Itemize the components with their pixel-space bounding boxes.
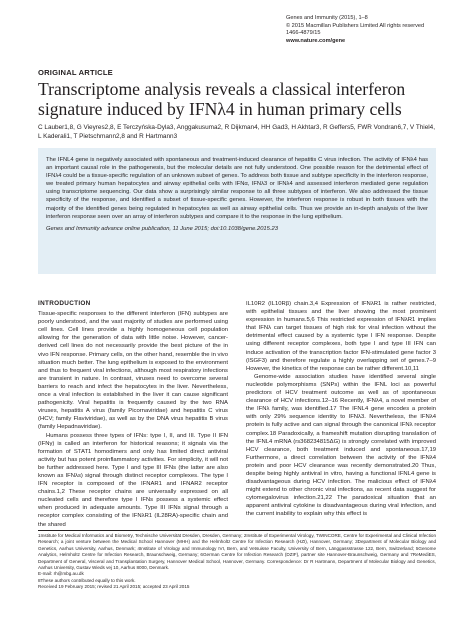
received-dates: Received 19 February 2015; revised 21 April 2015; accepted 23 April 2015 — [38, 584, 190, 590]
article-type-label: ORIGINAL ARTICLE — [38, 68, 113, 77]
abstract-citation: Genes and Immunity advance online publication, 11 June 2015; doi:10.1038/gene.2015.23 — [46, 225, 278, 232]
journal-masthead — [286, 15, 436, 45]
author-list: C Lauber1,8, G Vieyres2,8, E Terczyńska-Dyla3, Anggakusuma2, R Dijkman4, HH Gad3, H Akhtar3, R Geffers5, FWR Vondran6,7, V Thiel4, L Kaderali1, T Pietschmann2,8 and R Hartmann3 — [38, 124, 435, 140]
abstract-box — [38, 148, 436, 274]
body-paragraph: Humans possess three types of IFNs: type I, II, and III. Type II IFN (IFNγ) is called an interferon for historical reasons; it signals via the formation of STAT1 homodimers and only has limited direct antiviral activity but has potent proinflammatory activities. For simplicity, it will not be further addressed here. Type I and type III IFNs (the latter are also known as IFNλs) signal through distinct receptor complexes. The type I IFN receptor is composed of the IFNAR1 and IFNAR2 receptor chains.1,2 These receptor chains are universally expressed on all nucleated cells and therefore type I IFNs possess a systemic effect when produced in adequate amounts. Type III IFNs signal through a receptor complex consisting of the IFNλR1 (IL28RA)-specific chain and the shared — [38, 432, 228, 528]
journal-citation-line: Genes and Immunity (2015), 1–8 — [286, 15, 368, 21]
equal-contribution-note: 8These authors contributed equally to this work. — [38, 577, 136, 583]
abstract-text: The IFNL4 gene is negatively associated with spontaneous and treatment-induced clearance of hepatitis C virus infection. The activity of IFNλ4 has an important causal role in the pathogenesis, but the molecular details are not fully understood. One possible reason for the detrimental effect of IFNλ4 could be a tissue-specific regulation of an unknown subset of genes. To address both tissue and subtype specificity in the interferon response, we treated primary human hepatocytes and airway epithelial cells with IFNα, IFNλ3 or IFNλ4 and assessed interferon mediated gene regulation using transcriptome sequencing. Our data show a surprisingly similar response to all three subtypes of interferon. We also addressed the tissue specificity of the response, and identified a subset of tissue-specific genes. However, the interferon response is robust in both tissues with the majority of the identified genes being regulated in hepatocytes as well as airway epithelial cells. Thus we provide an in-depth analysis of the liver interferon response seen over an array of interferon subtypes and compare it to the response in the lung epithelium. — [46, 157, 428, 220]
copyright-line: © 2015 Macmillan Publishers Limited All rights reserved 1466-4879/15 — [286, 22, 425, 37]
affiliations-footnote: 1Institute for Medical Informatics and Biometry, Technische Universität Dresden, Dresden, Germany; 2Institute of Experimental Virology, TWINCORE, Centre for Experimental and Clinical Infection Research; a joint venture between the Medical School Hannover (MHH) and the Helmholtz Centre for Infection Research (HZI), Hannover, Germany; 3Department of Molecular Biology and Genetics, Aarhus University, Aarhus, Denmark; 4Institute of Virology and Immunology IVI, Bern, and Vetsuisse Faculty, University of Bern, Länggassstrasse 122, Bern, Switzerland; 5Genome Analytics, Helmholtz Centre for Infection Research, Braunschweig, Germany; 6German Centre for Infection Research (DZIF), partner site Hannover-Braunschweig, Germany and 7ReMediES, Department of General, Visceral and Transplantation Surgery, Hannover Medical School, Hannover, Germany. Correspondence: Dr R Hartmann, Department of Molecular Biology and Genetics, Aarhus University, Gustav Wieds vej 10, Aarhus 8000, Denmark. — [38, 533, 436, 571]
body-paragraph: Genome-wide association studies have identified several single nucleotide polymorphisms (SNPs) within the IFNL loci as powerful predictors of HCV treatment outcome as well as of spontaneous clearance of HCV infections.12–16 Recently, IFNλ4, a novel member of the IFNλ family, was identified.17 The IFNL4 gene encodes a protein with only 29% sequence identity to IFNλ3. Nevertheless, the IFNλ4 protein is fully active and can signal through the canonical IFNλ receptor complex.18 Paradoxically, a frameshift mutation disrupting translation of the IFNL4 mRNA (rs368234815ΔG) is strongly correlated with improved HCV clearance, both treatment induced and spontaneous.17,19 Furthermore, a direct correlation between the activity of the IFNλ4 protein and poor HCV clearance was recently demonstrated.20 Thus, despite being highly antiviral in vitro, having a functional IFNL4 gene is disadvantageous during HCV infection. The malicious effect of IFNλ4 might extend to other chronic viral infections, as recent data suggest for cytomegalovirus infection.21,22 The paradoxical situation that an apparent antiviral cytokine is disadvantageous during viral infection, and the current inability to explain why this effect is — [246, 373, 436, 518]
journal-url[interactable]: www.nature.com/gene — [286, 37, 346, 44]
article-title: Transcriptome analysis reveals a classical interferon signature induced by IFNλ4 in human primary cells — [38, 79, 406, 119]
section-heading-introduction: INTRODUCTION — [38, 300, 91, 307]
footnotes — [38, 533, 436, 591]
contact-email[interactable]: E-mail: rh@mbg.au.dk — [38, 571, 84, 577]
body-paragraph: Tissue-specific responses to the different interferon (IFN) subtypes are poorly understood, and the vast majority of studies are performed using cell lines. Cell lines provide a highly homogeneous cell population allowing for the generation of data with little noise. However, cancer-derived cell lines do not necessarily provide the best picture of the in vivo IFN response. Primary cells, on the other hand, resemble the in vivo situation much better. The lung epithelium is exposed to the environment and thus to frequent viral infections, although most respiratory infections are transient in nature. In contrast, viruses need to overcome several barriers to reach and infect the hepatocytes in the liver. Nevertheless, once a viral infection is established in the liver it can cause significant pathogenicity. Viral hepatitis is frequently caused by the two RNA viruses, hepatitis A virus (family Picornaviridae) and hepatitis C virus (HCV; family Flaviviridae), as well as by the DNA virus hepatitis B virus (family Hepadnaviridae). — [38, 311, 228, 431]
body-column-left — [38, 300, 228, 529]
footnote-divider — [38, 530, 436, 531]
body-column-right — [246, 300, 436, 519]
body-paragraph: IL10R2 (IL10Rβ) chain.3,4 Expression of IFNλR1 is rather restricted, with epithelial tissues and the liver showing the most prominent expression in humans.5,6 This restricted expression of IFNλR1 implies that IFNλ can target tissues of high risk for viral infection without the detrimental effect caused by a systemic type I IFN response. Despite using different receptor complexes, both type I and type III IFN can induce activation of the transcription factor IFN-stimulated gene factor 3 (ISGF3) and therefore regulate a highly overlapping set of genes.7–9 However, the kinetics of the response can be rather different.10,11 — [246, 301, 436, 372]
